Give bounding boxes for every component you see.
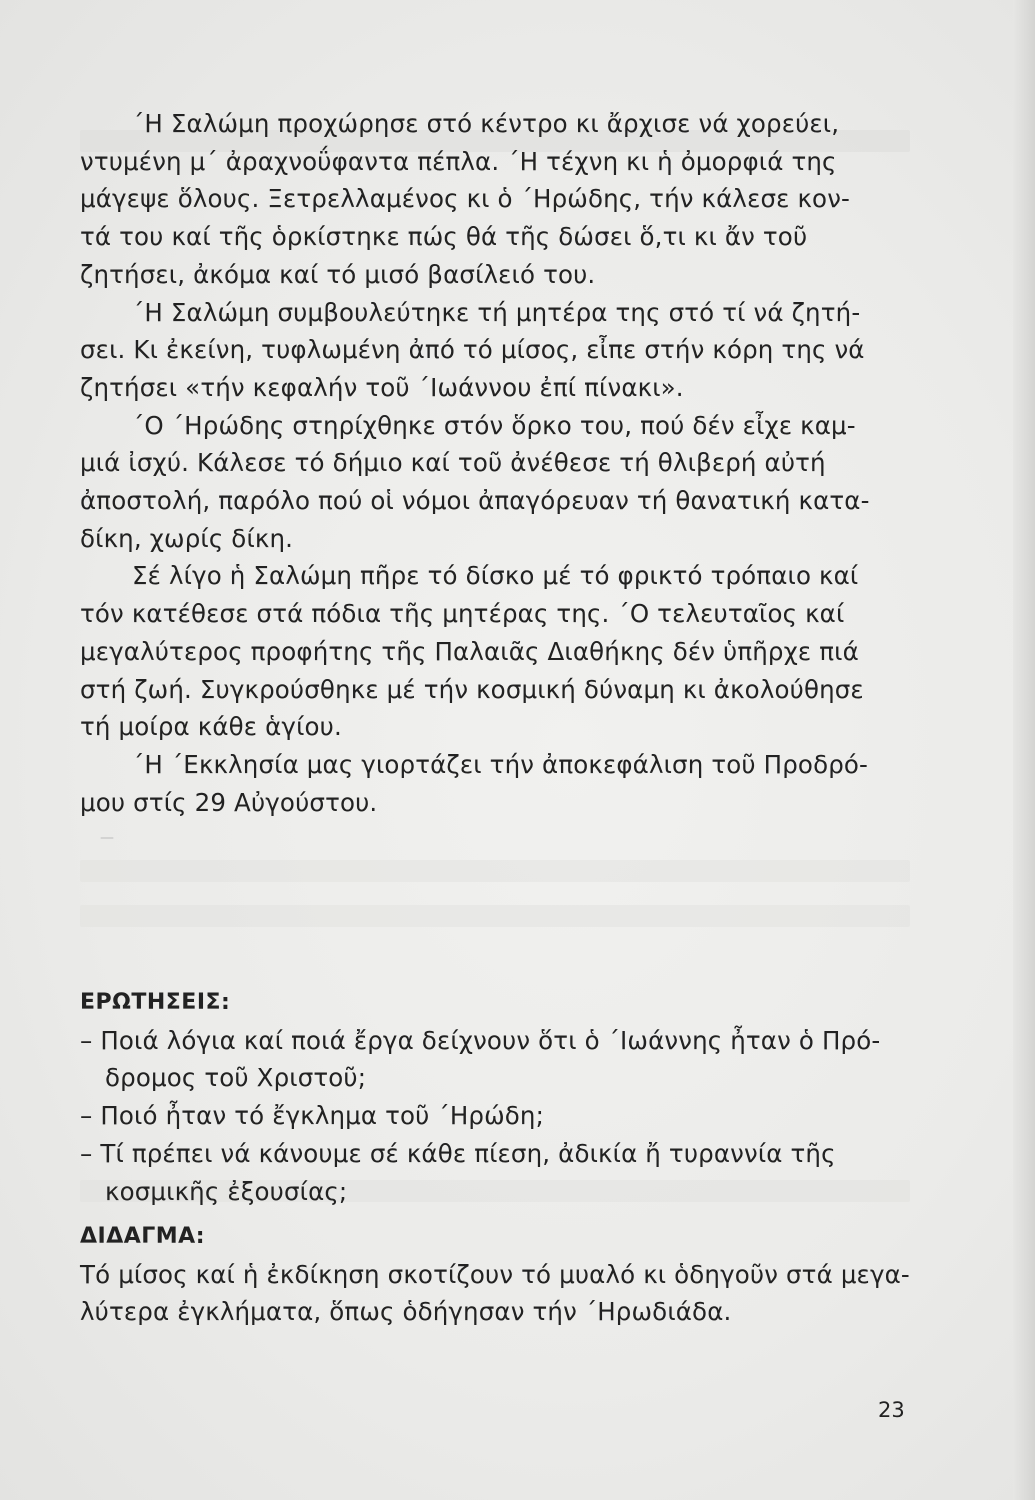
text-line: δίκη, χωρίς δίκη. <box>80 523 294 553</box>
text-line: ΄Η ΄Εκκλησία μας γιορτάζει τήν ἀποκεφάλιση τοῦ Προδρό- <box>132 749 869 779</box>
speck: — <box>100 830 114 846</box>
text-line: μάγεψε ὅλους. Ξετρελλαμένος κι ὁ ΄Ηρώδης, τήν κάλεσε κον- <box>80 184 851 214</box>
text-line: ΄Η Σαλώμη προχώρησε στό κέντρο κι ἄρχισε νά χορεύει, <box>132 109 840 138</box>
show-through-artifact <box>80 905 910 927</box>
lesson-section <box>80 1218 910 1331</box>
show-through-artifact <box>80 860 910 882</box>
text-line: ΄Ο ΄Ηρώδης στηρίχθηκε στόν ὅρκο του, πού δέν εἶχε καμ- <box>132 410 856 440</box>
question-line: – Ποιό ἦταν τό ἔγκλημα τοῦ ΄Ηρώδη; <box>80 1101 544 1131</box>
question-line: – Τί πρέπει νά κάνουμε σέ κάθε πίεση, ἀδικία ἤ τυραννία τῆς <box>80 1138 836 1168</box>
text-line: ντυμένη μ΄ ἀραχνοΰφαντα πέπλα. ΄Η τέχνη κι ἡ ὀμορφιά της <box>80 146 837 176</box>
text-line: σει. Κι ἐκείνη, τυφλωμένη ἀπό τό μίσος, εἶπε στήν κόρη της νά <box>80 335 865 365</box>
page-edge-shadow <box>1013 0 1035 1500</box>
text-line: Σέ λίγο ἡ Σαλώμη πῆρε τό δίσκο μέ τό φρικτό τρόπαιο καί <box>132 561 859 591</box>
question-line: κοσμικῆς ἐξουσίας; <box>105 1176 348 1206</box>
question-line: – Ποιά λόγια καί ποιά ἔργα δείχνουν ὅτι ὁ ΄Ιωάννης ἦταν ὁ Πρό- <box>80 1025 881 1055</box>
lesson-heading: ΔΙΔΑΓΜΑ: <box>80 1224 205 1249</box>
text-line: ζητήσει, ἀκόμα καί τό μισό βασίλειό του. <box>80 259 596 289</box>
lesson-line: Τό μίσος καί ἡ ἐκδίκηση σκοτίζουν τό μυαλό κι ὁδηγοῦν στά μεγα- <box>80 1259 910 1289</box>
text-line: τόν κατέθεσε στά πόδια τῆς μητέρας της. ΄Ο τελευταῖος καί <box>80 599 845 629</box>
question-line: δρομος τοῦ Χριστοῦ; <box>105 1063 367 1093</box>
text-line: στή ζωή. Συγκρούσθηκε μέ τήν κοσμική δύναμη κι ἀκολούθησε <box>80 674 864 704</box>
text-line: μεγαλύτερος προφήτης τῆς Παλαιᾶς Διαθήκης δέν ὑπῆρχε πιά <box>80 636 859 666</box>
text-line: ΄Η Σαλώμη συμβουλεύτηκε τή μητέρα της στό τί νά ζητή- <box>132 297 861 327</box>
text-line: τά του καί τῆς ὁρκίστηκε πώς θά τῆς δώσει ὅ,τι κι ἄν τοῦ <box>80 222 808 252</box>
text-line: μου στίς 29 Αὐγούστου. <box>80 787 378 817</box>
text-line: ἀποστολή, παρόλο πού οἱ νόμοι ἀπαγόρευαν τή θανατική κατα- <box>80 486 870 516</box>
lesson-line: λύτερα ἐγκλήματα, ὅπως ὁδήγησαν τήν ΄Ηρωδιάδα. <box>80 1297 732 1327</box>
text-line: μιά ἰσχύ. Κάλεσε τό δήμιο καί τοῦ ἀνέθεσε τή θλιβερή αὐτή <box>80 448 826 478</box>
text-line: τή μοίρα κάθε ἁγίου. <box>80 712 342 742</box>
page-number: 23 <box>878 1398 905 1422</box>
text-line: ζητήσει «τήν κεφαλήν τοῦ ΄Ιωάννου ἐπί πίνακι». <box>80 372 684 402</box>
story-text <box>80 105 900 821</box>
questions-section <box>80 984 900 1210</box>
questions-heading: ΕΡΩΤΗΣΕΙΣ: <box>80 990 231 1015</box>
